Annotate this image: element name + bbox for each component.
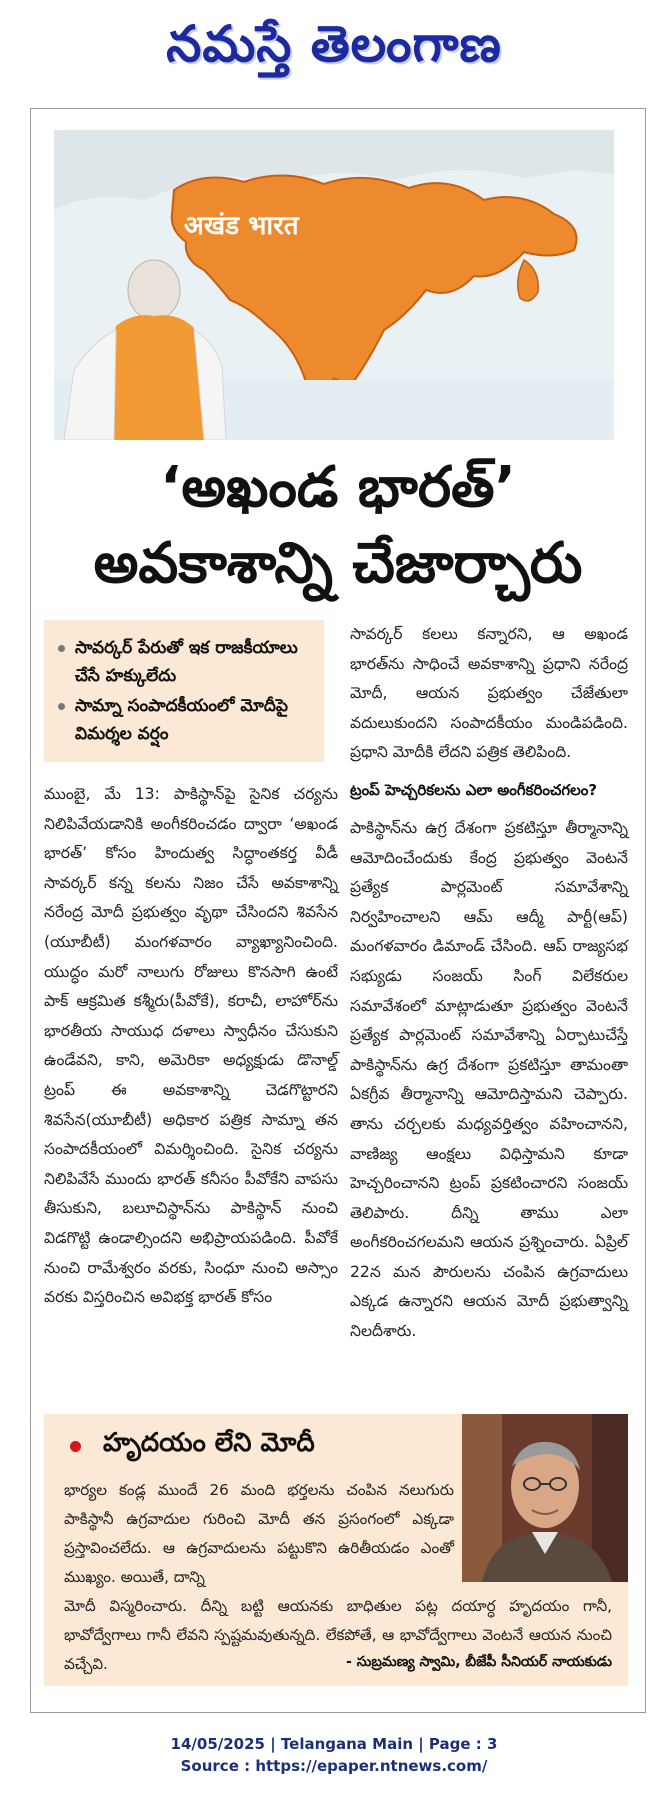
right-column xyxy=(350,620,628,1347)
masthead-title: నమస్తే తెలంగాణ xyxy=(166,14,502,73)
right-column-body-2: పాకిస్థాన్‌ను ఉగ్ర దేశంగా ప్రకటిస్తూ తీర్మానాన్ని ఆమోదించేందుకు కేంద్ర ప్రభుత్వం వెంటనే ప్రత్యేక పార్లమెంట్ సమావేశాన్ని నిర్వహించాలని ఆమ్ ఆద్మీ పార్టీ(ఆప్) మంగళవారం డిమాండ్ చేసింది. ఆప్ రాజ్యసభ సభ్యుడు సంజయ్ సింగ్ విలేకరుల సమావేశంలో మాట్లాడుతూ ప్రభుత్వం వెంటనే ప్రత్యేక పార్లమెంట్ సమావేశాన్ని ఏర్పాటుచేస్తే పాకిస్థాన్‌ను ఉగ్ర దేశంగా ప్రకటిస్తూ తామంతా ఏకగ్రీవ తీర్మానాన్ని ఆమోదిస్తామని చెప్పారు. తాను చర్చలకు మధ్యవర్తిత్వం వహించానని, వాణిజ్య ఆంక్షలు విధిస్తామని కూడా హెచ్చరించానని ట్రంప్ ప్రకటించారని సంజయ్ తెలిపారు. దీన్ని తాము ఎలా అంగీకరించగలమని ఆయన ప్రశ్నించారు. ఏప్రిల్ 22న మన పౌరులను చంపిన ఉగ్రవాదులు ఎక్కడ ఉన్నారని ఆయన మోదీ ప్రభుత్వాన్ని నిలదీశారు. xyxy=(350,818,628,1341)
highlight-text: సావర్కర్ పేరుతో ఇక రాజకీయాలు చేసే హక్కులేదు xyxy=(75,638,298,686)
red-bullet-icon xyxy=(70,1441,81,1452)
bullet-icon xyxy=(58,703,65,710)
akhand-bharat-map-illustration xyxy=(54,130,614,440)
headline xyxy=(40,450,636,602)
person-portrait-icon xyxy=(462,1414,628,1582)
highlight-text: సామ్నా సంపాదకీయంలో మోదీపై విమర్శల వర్షం xyxy=(75,696,288,744)
right-column-subhead: ట్రంప్ హెచ్చరికలను ఎలా అంగీకరించగలం? xyxy=(350,780,598,799)
right-column-body-1: సావర్కర్ కలలు కన్నారని, ఆ అఖండ భారత్‌ను సాధించే అవకాశాన్ని ప్రధాని నరేంద్ర మోదీ, ఆయన ప్రభుత్వం చేజేతులా వదులుకుందని సంపాదకీయం మండిపడింది. ప్రధాని మోదీకి లేదని పత్రిక తెలిపింది. xyxy=(350,625,628,762)
map-label: अखंड भारत xyxy=(184,211,299,241)
footer-date-line: 14/05/2025 | Telangana Main | Page : 3 xyxy=(170,1735,498,1753)
portrait-photo xyxy=(462,1414,628,1582)
headline-line-1: ‘అఖండ భారత్’ xyxy=(160,455,516,520)
hero-image xyxy=(54,130,614,440)
page-footer xyxy=(0,1733,668,1777)
quote-box xyxy=(44,1414,628,1686)
left-column xyxy=(44,620,338,1313)
footer-source-link[interactable]: Source : https://epaper.ntnews.com/ xyxy=(180,1757,488,1775)
quote-box-title xyxy=(70,1428,315,1464)
quote-attribution: - సుబ్రమణ్య స్వామి, బీజేపీ సీనియర్ నాయకుడు xyxy=(346,1654,612,1670)
quote-box-text-1: భార్యల కండ్ల ముందే 26 మంది భర్తలను చంపిన నలుగురు పాకిస్థానీ ఉగ్రవాదుల గురించి మోదీ తన ప్రసంగంలో ఎక్కడా ప్రస్తావించలేదు. ఆ ఉగ్రవాదులను పట్టుకొని ఉరితీయడం ఎంతో ముఖ్యం. అయితే, దాన్ని xyxy=(64,1481,454,1586)
quote-box-text-2: మోదీ విస్మరించారు. దీన్ని బట్టి ఆయనకు బాధితుల పట్ల దయార్ధ హృదయం గానీ, భావోద్వేగాలు గానీ లేవని స్పష్టమవుతున్నది. లేకపోతే, ఆ భావోద్వేగాలు వెంటనే ఆయన నుంచి వచ్చేవి. xyxy=(64,1597,612,1673)
highlight-item xyxy=(58,692,314,748)
left-column-body: ముంబై, మే 13: పాకిస్థాన్‌పై సైనిక చర్యను నిలిపివేయడానికి అంగీకరించడం ద్వారా ‘అఖండ భారత్’ కోసం హిందుత్వ సిద్ధాంతకర్త వీడీ సావర్కర్ కన్న కలను నిజం చేసే అవకాశాన్ని నరేంద్ర మోదీ ప్రభుత్వం వృథా చేసిందని శివసేన (యూబీటీ) మంగళవారం వ్యాఖ్యానించింది. యుద్ధం మరో నాలుగు రోజులు కొనసాగి ఉంటే పాక్ ఆక్రమిత కశ్మీరు(పీవోకే), కరాచీ, లాహోర్‌ను భారతీయ సాయుధ దళాలు స్వాధీనం చేసుకుని ఉండేవని, కాని, అమెరికా అధ్యక్షుడు డొనాల్డ్ ట్రంప్ ఈ అవకాశాన్ని చెడగొట్టారని శివసేన(యూబీటీ) అధికార పత్రిక సామ్నా తన సంపాదకీయంలో విమర్శించింది. సైనిక చర్యను నిలిపివేసే ముందు భారత్ కనీసం పీవోకేని వాపసు తీసుకుని, బలూచిస్థాన్‌ను పాకిస్థాన్ నుంచి విడగొట్టి ఉండాల్సిందని అభిప్రాయపడింది. పీవోకే నుంచి రామేశ్వరం వరకు, సింధూ నుంచి అస్సాం వరకు విస్తరించిన అవిభక్త భారత్ కోసం xyxy=(44,785,338,1307)
headline-line-2: అవకాశాన్ని చేజార్చారు xyxy=(93,531,583,596)
highlights-box xyxy=(44,620,324,762)
quote-box-title-text: హృదయం లేని మోదీ xyxy=(103,1428,315,1458)
highlight-item xyxy=(58,634,314,690)
masthead xyxy=(0,0,668,100)
bullet-icon xyxy=(58,645,65,652)
